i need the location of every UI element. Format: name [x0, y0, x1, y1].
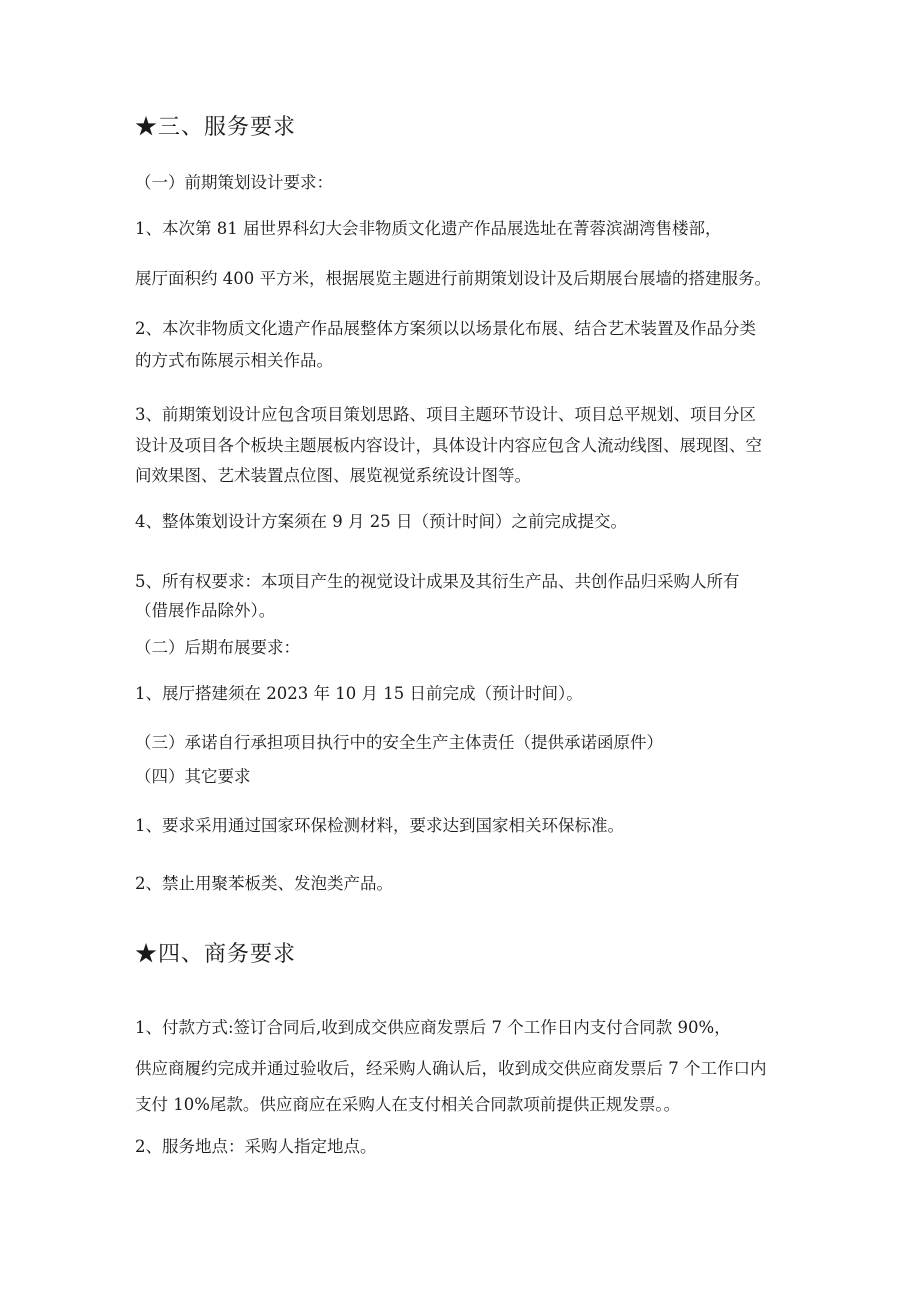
- paragraph-item-2-line-2: 的方式布陈展示相关作品。: [135, 351, 333, 370]
- business-item-2: 2、服务地点：采购人指定地点。: [135, 1137, 377, 1156]
- subsection-4-item-2: 2、禁止用聚苯板类、发泡类产品。: [135, 874, 393, 893]
- paragraph-item-1-line-2: 展厅面积约 400 平方米，根据展览主题进行前期策划设计及后期展台展墙的搭建服务。: [135, 269, 771, 288]
- paragraph-item-1-line-1: 1、本次第 81 届世界科幻大会非物质文化遗产作品展选址在菁蓉滨湖湾售楼部，: [135, 219, 722, 238]
- subsection-2-heading: （二）后期布展要求：: [135, 638, 300, 657]
- paragraph-item-3-line-2: 设计及项目各个板块主题展板内容设计，具体设计内容应包含人流动线图、展现图、空: [135, 436, 762, 455]
- paragraph-item-4: 4、整体策划设计方案须在 9 月 25 日（预计时间）之前完成提交。: [135, 512, 627, 531]
- paragraph-item-2-line-1: 2、本次非物质文化遗产作品展整体方案须以以场景化布展、结合艺术装置及作品分类: [135, 319, 756, 338]
- business-item-1-line-3: 支付 10%尾款。供应商应在采购人在支付相关合同款项前提供正规发票。。: [135, 1095, 681, 1114]
- paragraph-item-3-line-1: 3、前期策划设计应包含项目策划思路、项目主题环节设计、项目总平规划、项目分区: [135, 405, 756, 424]
- subsection-4-heading: （四）其它要求: [135, 767, 251, 786]
- paragraph-item-5-line-1: 5、所有权要求：本项目产生的视觉设计成果及其衍生产品、共创作品归采购人所有: [135, 572, 740, 591]
- business-item-1-line-2: 供应商履约完成并通过验收后，经采购人确认后，收到成交供应商发票后 7 个工作口内: [135, 1059, 767, 1078]
- section-3-heading: ★三、服务要求: [135, 115, 297, 140]
- subsection-4-item-1: 1、要求采用通过国家环保检测材料，要求达到国家相关环保标准。: [135, 816, 624, 835]
- business-item-1-line-1: 1、付款方式:签订合同后,收到成交供应商发票后 7 个工作日内支付合同款 90%，: [135, 1018, 731, 1037]
- subsection-2-item-1: 1、展厅搭建须在 2023 年 10 月 15 日前完成（预计时间）。: [135, 684, 583, 703]
- paragraph-item-3-line-3: 间效果图、艺术装置点位图、展览视觉系统设计图等。: [135, 466, 531, 485]
- subsection-3-heading: （三）承诺自行承担项目执行中的安全生产主体责任（提供承诺函原件）: [135, 733, 663, 752]
- subsection-1-heading: （一）前期策划设计要求：: [135, 173, 333, 192]
- section-4-heading: ★四、商务要求: [135, 942, 297, 967]
- paragraph-item-5-line-2: （借展作品除外）。: [135, 601, 276, 620]
